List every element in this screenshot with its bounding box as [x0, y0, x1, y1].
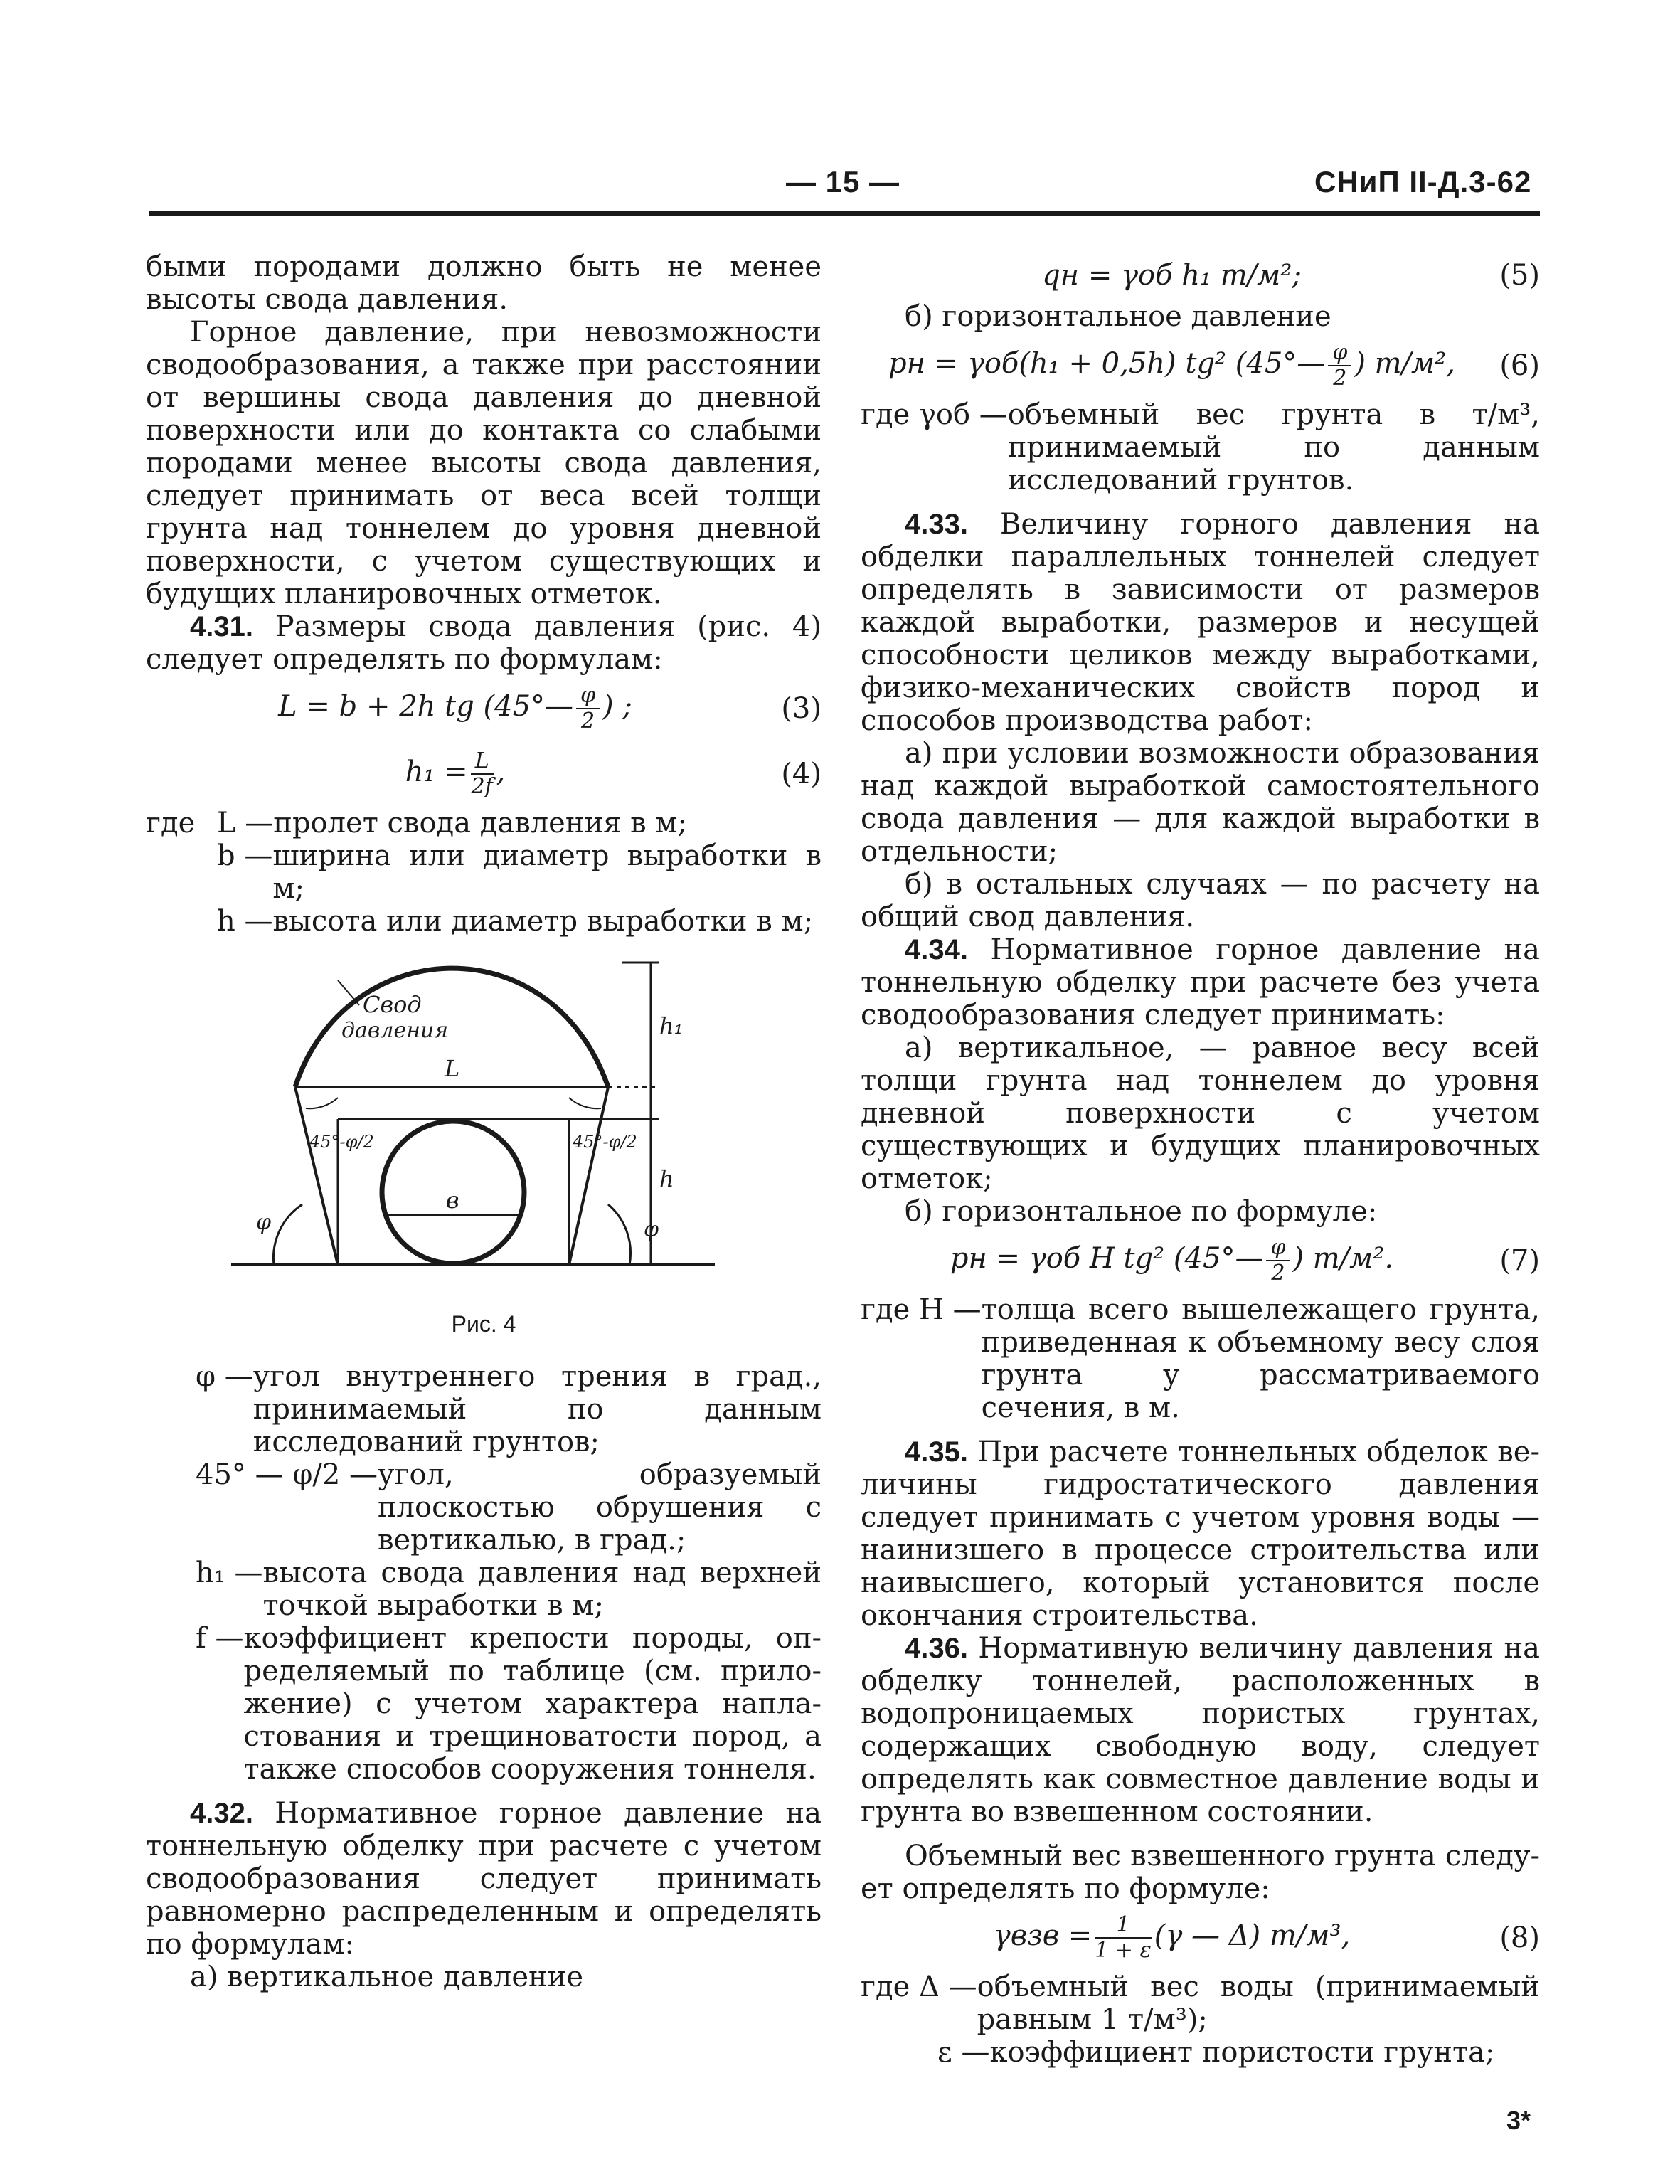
definition-term: b — — [217, 839, 273, 872]
definition-text: высота или диаметр выработки в м; — [272, 905, 814, 938]
formula-number: (5) — [1499, 259, 1540, 292]
figure-label: h — [659, 1165, 674, 1192]
right-slip-line — [569, 1087, 608, 1265]
definition-term: h₁ — — [196, 1557, 263, 1589]
label-leader — [338, 980, 359, 1005]
definition-text: пролет свода давления в м; — [273, 807, 687, 839]
definition-term: 45° — φ/2 — — [196, 1458, 378, 1491]
definition — [861, 2036, 1540, 2069]
definition-text: коэффициент пористости грунта; — [989, 2036, 1495, 2069]
denominator: 1 + ε — [1095, 1938, 1152, 1963]
definition — [146, 1458, 822, 1557]
angle-arc-left — [273, 1204, 302, 1265]
formula-number: (6) — [1499, 349, 1540, 382]
definition — [146, 839, 822, 905]
angle-arc — [569, 1098, 601, 1108]
left-slip-line — [295, 1087, 338, 1265]
figure-label: φ — [644, 1217, 659, 1242]
document-code: СНиП II-Д.3-62 — [1314, 165, 1532, 198]
paragraph: а) вертикальное давление — [190, 1961, 583, 1993]
figure-label: 45°-φ/2 — [573, 1132, 637, 1152]
figure-label: в — [446, 1187, 459, 1214]
fraction — [576, 684, 600, 733]
right-column — [861, 250, 1540, 2069]
page-number-header: — 15 — — [786, 165, 900, 198]
definition-term: f — — [196, 1622, 244, 1655]
section-number: 4.34. — [905, 934, 968, 965]
section-text: Нормативную величину давления на обделку тоннелей, расположенных в водопроницаемых пористых грунтах, содержащих свободную воду, следует определять как совместное давление воды и грунта во взвешенном состоянии. — [861, 1632, 1540, 1828]
numerator: φ — [1266, 1236, 1290, 1261]
angle-arc — [306, 1098, 338, 1108]
section-4-33 — [861, 508, 1540, 737]
figure-caption: Рис. 4 — [451, 1311, 516, 1337]
definition — [146, 807, 822, 839]
figure-label: 45°-φ/2 — [309, 1132, 374, 1152]
denominator: 2 — [1271, 1261, 1285, 1286]
definition-text: угол, образуемый плоскостью обрушения с вертикалью, в град.; — [377, 1458, 822, 1557]
definition — [146, 905, 822, 938]
angle-arc-right — [608, 1204, 631, 1265]
formula-number: (3) — [781, 692, 822, 725]
fraction — [1266, 1236, 1290, 1286]
definition — [146, 1557, 822, 1622]
paragraph: Горное давление, при невозможности сводообразования, а также при расстоянии от вершины свода давления до дневной поверхности или до контакта со слабыми породами менее высоты свода давления, следует принимать от веса всей толщи грунта над тоннелем до уровня дневной поверхности, с учетом существующих и будущих планировочных отметок. — [146, 316, 822, 610]
formula-text: ) т/м². — [1292, 1242, 1394, 1275]
definition-term: где H — — [861, 1293, 982, 1326]
numerator: φ — [576, 684, 600, 709]
formula-6 — [861, 333, 1540, 398]
formula-4 — [146, 741, 822, 807]
fraction — [1328, 341, 1351, 391]
section-text: Нормативное горное давление на тоннельную обделку при расчете без учета сводообразования следует принимать: — [861, 933, 1540, 1032]
numerator: φ — [1328, 341, 1351, 366]
paragraph: б) горизонтальное по формуле: — [905, 1195, 1378, 1228]
definition-term: φ — — [196, 1360, 253, 1393]
formula-number: (4) — [781, 758, 822, 790]
definition-term: где γоб — — [861, 398, 1008, 431]
formula-text: , — [496, 756, 506, 788]
signature-mark: 3* — [1506, 2106, 1531, 2135]
header-rule — [149, 211, 1540, 216]
definition-text: объемный вес воды (принимаемый равным 1 т/м³); — [977, 1971, 1540, 2036]
figure-label: давления — [341, 1018, 449, 1043]
section-4-34 — [861, 933, 1540, 1032]
figure-label: φ — [256, 1210, 272, 1235]
definition-term: где Δ — — [861, 1971, 977, 2003]
where-label: где — [146, 807, 196, 839]
definition-term: L — — [217, 807, 274, 839]
section-text: Нормативное горное давление на тоннельную обделку при расчете с учетом сводообразования следует принимать равномерно распределенным и определять по формулам: — [146, 1797, 822, 1961]
section-number: 4.32. — [190, 1798, 253, 1829]
paragraph: б) горизонтальное давление — [905, 300, 1331, 333]
definition-text: ширина или диаметр выработки в м; — [272, 839, 822, 905]
numerator: L — [471, 749, 494, 775]
section-text: Размеры свода давления (рис. 4) следует определять по формулам: — [146, 610, 822, 676]
left-column — [146, 250, 822, 1993]
paragraph: а) вертикальное, — равное весу всей толщи грунта над тоннелем до уровня дневной поверхности с учетом существующих и будущих планировочных отметок; — [861, 1032, 1540, 1195]
paragraph: Объемный вес взвешенного грунта следует определять по формуле: — [861, 1840, 1540, 1905]
formula-text: ) ; — [602, 690, 632, 723]
formula-text: (γ — Δ) т/м³, — [1154, 1919, 1351, 1952]
definition — [861, 1293, 1540, 1424]
definition — [861, 1971, 1540, 2036]
definition-text: угол внутреннего трения в град., принимаемый по данным исследований грунтов; — [252, 1360, 822, 1458]
paragraph: а) при условии возможности образования над каждой выработкой самостоятельного свода давления — для каждой выработки в отдельности; — [861, 737, 1540, 868]
section-number: 4.33. — [905, 509, 968, 540]
figure-label: Свод — [363, 991, 422, 1018]
definition-term: ε — — [937, 2036, 990, 2069]
formula-text: qн = γоб h₁ т/м²; — [1042, 259, 1302, 292]
formula-number: (8) — [1499, 1921, 1540, 1954]
definition-text: объемный вес грунта в т/м³, принимаемый по данным исследований грунтов. — [1007, 398, 1540, 497]
definition-text: высота свода давления над верхней точкой выработки в м; — [262, 1557, 822, 1622]
definition — [146, 1622, 822, 1786]
formula-text: ) т/м², — [1354, 347, 1455, 380]
definition-term: h — — [217, 905, 273, 938]
formula-5 — [861, 250, 1540, 300]
denominator: 2 — [580, 709, 595, 733]
fraction — [471, 749, 494, 799]
formula-text: h₁ = — [405, 756, 468, 788]
section-4-35 — [861, 1436, 1540, 1632]
formula-text: γвзв = — [993, 1919, 1092, 1952]
paragraph: быми породами должно быть не менее высоты свода давления. — [146, 250, 822, 316]
figure-label: L — [445, 1055, 460, 1082]
section-4-36 — [861, 1632, 1540, 1828]
formula-3 — [146, 676, 822, 741]
denominator: 2 — [1333, 366, 1347, 391]
formula-number: (7) — [1499, 1244, 1540, 1277]
formula-7 — [861, 1228, 1540, 1293]
section-number: 4.31. — [190, 611, 253, 642]
figure-4-pressure-arch — [224, 938, 736, 1293]
definition — [861, 398, 1540, 497]
formula-text: L = b + 2h tg (45°— — [278, 690, 574, 723]
section-text: При расчете тоннельных обделок величины гидростатического давления следует принимать с учетом уровня воды — наинизшего в процессе строительства или наивысшего, который установится после окончания строительства. — [861, 1436, 1540, 1632]
denominator: 2f — [471, 774, 493, 799]
numerator: 1 — [1095, 1913, 1151, 1939]
formula-text: pн = γоб H tg² (45°— — [950, 1242, 1264, 1275]
paragraph: б) в остальных случаях — по расчету на общий свод давления. — [861, 868, 1540, 933]
definition — [146, 1360, 822, 1458]
formula-text: pн = γоб(h₁ + 0,5h) tg² (45°— — [888, 347, 1326, 380]
formula-8 — [861, 1905, 1540, 1971]
definition-text: коэффициент крепости породы, определяемый по таблице (см. приложение) с учетом характера напластования и трещиноватости пород, а также способов сооружения тоннеля. — [243, 1622, 822, 1786]
section-4-32 — [146, 1797, 822, 1961]
figure-label: h₁ — [659, 1012, 684, 1039]
section-4-31 — [146, 610, 822, 676]
section-text: Величину горного давления на обделки параллельных тоннелей следует определять в зависимости от размеров каждой выработки, размеров и несущей способности целиков между выработками, физико-механических свойств пород и способов производства работ: — [861, 508, 1540, 737]
section-number: 4.36. — [905, 1633, 968, 1664]
fraction — [1095, 1913, 1151, 1963]
section-number: 4.35. — [905, 1436, 968, 1468]
definition-text: толща всего вышележащего грунта, приведенная к объемному весу слоя грунта у рассматриваемого сечения, в м. — [981, 1293, 1540, 1424]
